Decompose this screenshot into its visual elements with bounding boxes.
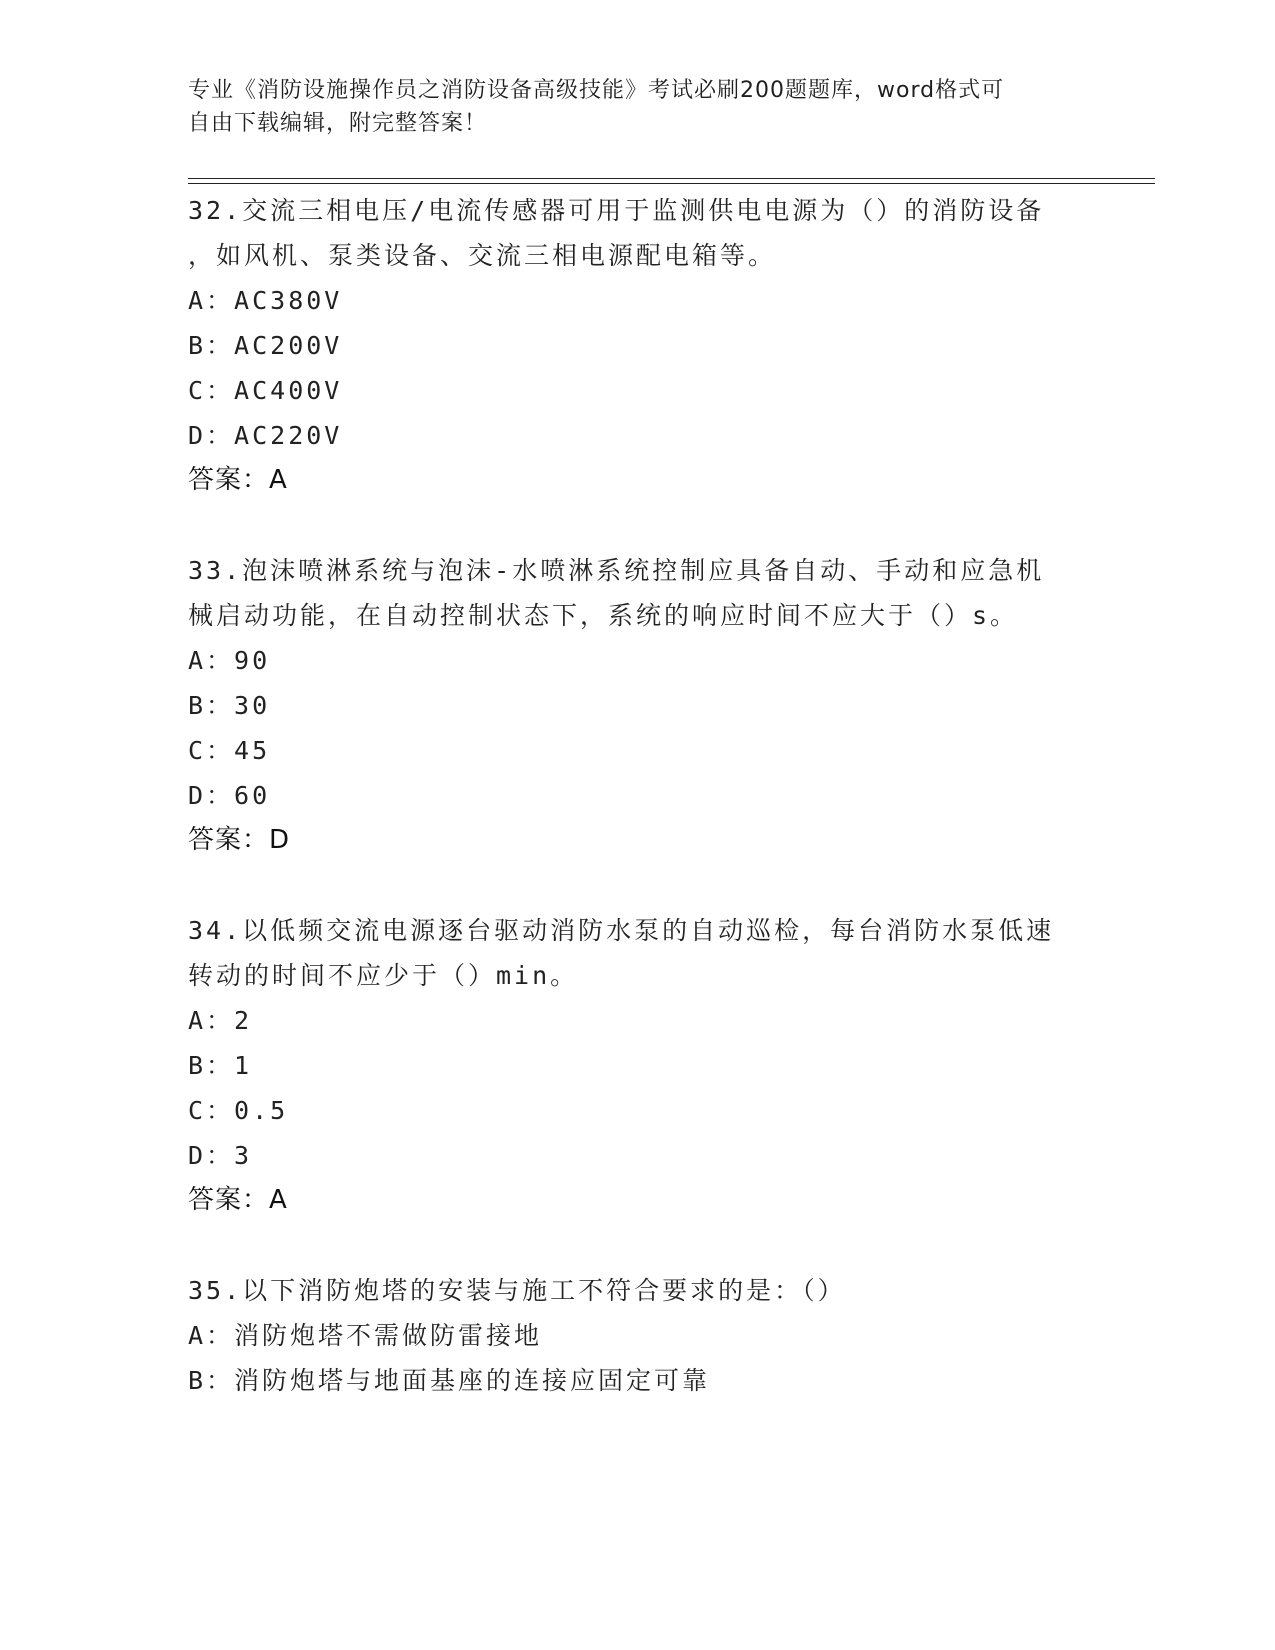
question-34-option-d: D：3 [188, 1141, 253, 1170]
header-divider-top [188, 178, 1155, 179]
question-32-option-b: B：AC200V [188, 331, 343, 360]
question-34-stem-line-1: 34.以低频交流电源逐台驱动消防水泵的自动巡检，每台消防水泵低速 [188, 916, 1055, 945]
question-32-stem-line-1: 32.交流三相电压/电流传感器可用于监测供电电源为（）的消防设备 [188, 196, 1045, 225]
document-header [188, 74, 1068, 140]
question-32-answer: 答案：A [188, 465, 288, 495]
question-34-stem-line-2: 转动的时间不应少于（）min。 [188, 961, 579, 990]
question-33-stem-line-1: 33.泡沫喷淋系统与泡沫-水喷淋系统控制应具备自动、手动和应急机 [188, 556, 1045, 585]
question-35-option-b: B：消防炮塔与地面基座的连接应固定可靠 [188, 1366, 711, 1395]
header-line-1: 专业《消防设施操作员之消防设备高级技能》考试必刷200题题库，word格式可 [188, 78, 1005, 103]
question-32-stem-line-2: ，如风机、泵类设备、交流三相电源配电箱等。 [188, 241, 777, 270]
question-34-option-a: A：2 [188, 1006, 253, 1035]
question-34-answer: 答案：A [188, 1185, 288, 1215]
question-34-option-c: C：0.5 [188, 1096, 289, 1125]
question-32-option-c: C：AC400V [188, 376, 343, 405]
question-33-option-b: B：30 [188, 691, 271, 720]
question-33-answer: 答案：D [188, 825, 291, 855]
header-line-2: 自由下载编辑，附完整答案！ [188, 111, 488, 136]
question-33-option-c: C：45 [188, 736, 271, 765]
header-divider-bottom [188, 183, 1155, 184]
question-35-stem-line-1: 35.以下消防炮塔的安装与施工不符合要求的是：（） [188, 1276, 846, 1305]
question-33-stem-line-2: 械启动功能，在自动控制状态下，系统的响应时间不应大于（）s。 [188, 601, 1019, 630]
question-35-option-a: A：消防炮塔不需做防雷接地 [188, 1321, 543, 1350]
question-32-option-a: A：AC380V [188, 286, 343, 315]
question-34-option-b: B：1 [188, 1051, 253, 1080]
question-33-option-d: D：60 [188, 781, 271, 810]
question-33-option-a: A：90 [188, 646, 271, 675]
question-32-option-d: D：AC220V [188, 421, 343, 450]
